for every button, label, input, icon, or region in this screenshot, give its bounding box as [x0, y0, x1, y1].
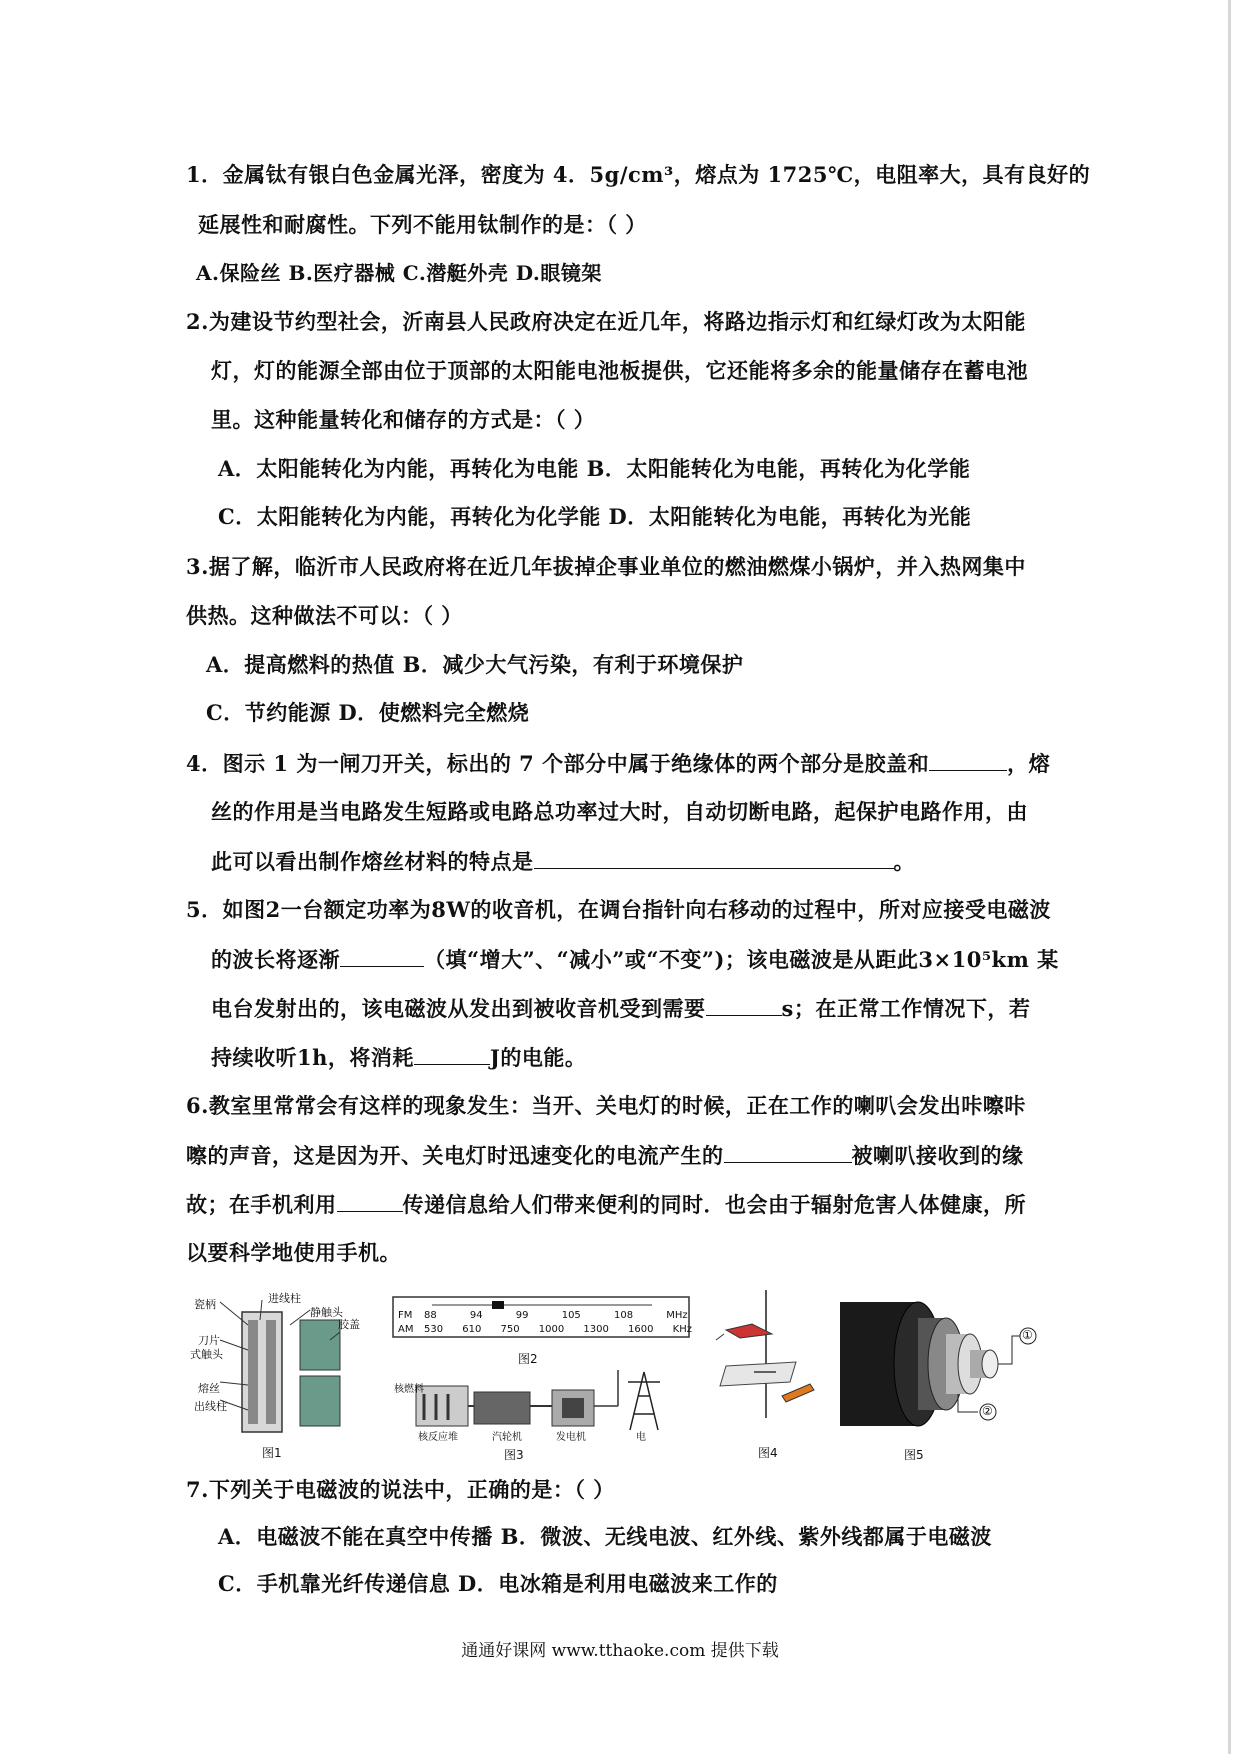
q1-line-2: 延展性和耐腐性。下列不能用钛制作的是：（ ）: [198, 212, 647, 237]
fig3-label-turbine: 汽轮机: [492, 1432, 522, 1443]
q5-blank-2[interactable]: [706, 993, 782, 1016]
q2-options-cd: C．太阳能转化为内能，再转化为化学能 D．太阳能转化为电能，再转化为光能: [218, 504, 972, 529]
q6-line-1: 6.教室里常常会有这样的现象发生：当开、关电灯的时候，正在工作的喇叭会发出咔嚓咔: [186, 1093, 1026, 1118]
fig3-label-generator: 发电机: [556, 1432, 586, 1443]
q7-options-cd: C．手机靠光纤传递信息 D．电冰箱是利用电磁波来工作的: [218, 1571, 778, 1596]
q4-blank-2[interactable]: [534, 846, 894, 869]
fig2-fm-label: FM: [398, 1310, 413, 1321]
fig2-am-label: AM: [398, 1324, 414, 1335]
q7-options-ab: A．电磁波不能在真空中传播 B．微波、无线电波、红外线、紫外线都属于电磁波: [218, 1524, 992, 1549]
fig5-caption: 图5: [904, 1448, 924, 1462]
q6-line-2: 嚓的声音，这是因为开、关电灯时迅速变化的电流产生的 被喇叭接收到的缘: [186, 1140, 1024, 1171]
q7-line-1: 7.下列关于电磁波的说法中，正确的是：（ ）: [186, 1477, 615, 1502]
fig2-fm-ticks: 88 94 99 105 108 MHz: [424, 1310, 688, 1321]
footer-download-note: 通通好课网 www.tthaoke.com 提供下载: [461, 1641, 779, 1661]
fig2-am-ticks: 530 610 750 1000 1300 1600 KHz: [424, 1324, 693, 1335]
fig1-label-inlet: 进线柱: [268, 1292, 301, 1305]
fig2-caption: 图2: [518, 1352, 538, 1366]
fig3-label-reactor: 核反应堆: [418, 1432, 458, 1443]
fig1-label-static-contact: 静触头: [310, 1306, 343, 1319]
fig3-caption: 图3: [504, 1448, 524, 1462]
fig1-label-blade: 刀片: [198, 1334, 220, 1347]
scan-edge: [1228, 0, 1231, 1754]
q1-options: A.保险丝 B.医疗器械 C.潜艇外壳 D.眼镜架: [196, 261, 602, 285]
q3-line-1: 3.据了解，临沂市人民政府将在近几年拔掉企事业单位的燃油燃煤小锅炉，并入热网集中: [186, 554, 1026, 579]
q1-line-1: 1．金属钛有银白色金属光泽，密度为 4．5g/cm³，熔点为 1725℃，电阻率大，具有良好的: [186, 162, 1091, 187]
q5-blank-1[interactable]: [340, 944, 424, 967]
figure-5-coaxial-cable: [838, 1300, 1038, 1430]
q5-line-4: 持续收听1h，将消耗 J的电能。: [211, 1042, 586, 1073]
fig1-label-cover: 胶盖: [338, 1318, 360, 1331]
fig3-label-fuel: 核燃料: [394, 1384, 424, 1395]
fig3-label-electricity: 电: [636, 1432, 646, 1443]
q2-line-2: 灯，灯的能源全部由位于顶部的太阳能电池板提供，它还能将多余的能量储存在蓄电池: [211, 358, 1028, 383]
q6-line-4: 以要科学地使用手机。: [186, 1240, 401, 1265]
q6-blank-1[interactable]: [724, 1140, 852, 1163]
q6-line-3: 故；在手机利用 传递信息给人们带来便利的同时．也会由于辐射危害人体健康，所: [186, 1189, 1026, 1220]
q2-line-1: 2.为建设节约型社会，沂南县人民政府决定在近几年，将路边指示灯和红绿灯改为太阳能: [186, 309, 1026, 334]
fig5-label-1: ①: [1022, 1328, 1033, 1342]
fig1-label-blade-contact: 式触头: [190, 1348, 223, 1361]
q4-line-3: 此可以看出制作熔丝材料的特点是 。: [211, 846, 915, 877]
q4-blank-1[interactable]: [929, 748, 1007, 771]
fig1-caption: 图1: [262, 1446, 282, 1460]
q4-line-1: 4．图示 1 为一闸刀开关，标出的 7 个部分中属于绝缘体的两个部分是胶盖和 ，熔: [186, 748, 1050, 779]
q5-blank-3[interactable]: [414, 1042, 490, 1065]
q5-line-1: 5．如图2一台额定功率为8W的收音机，在调台指针向右移动的过程中，所对应接受电磁波: [186, 897, 1051, 922]
fig4-caption: 图4: [758, 1446, 778, 1460]
q3-line-2: 供热。这种做法不可以：（ ）: [186, 603, 463, 628]
q6-blank-2[interactable]: [337, 1189, 403, 1212]
q3-options-cd: C．节约能源 D．使燃料完全燃烧: [206, 700, 530, 725]
q5-line-2: 的波长将逐渐 （填“增大”、“减小”或“不变”)；该电磁波是从距此3×10⁵km 某: [211, 944, 1059, 975]
fig1-label-outlet: 出线柱: [194, 1400, 227, 1413]
figure-4-apparatus: [706, 1288, 830, 1438]
fig1-label-handle: 瓷柄: [194, 1298, 216, 1311]
q5-line-3: 电台发射出的，该电磁波从发出到被收音机受到需要 s；在正常工作情况下，若: [211, 993, 1030, 1024]
q2-options-ab: A．太阳能转化为内能，再转化为电能 B．太阳能转化为电能，再转化为化学能: [218, 456, 971, 481]
q4-line-2: 丝的作用是当电路发生短路或电路总功率过大时，自动切断电路，起保护电路作用，由: [211, 799, 1028, 824]
fig5-label-2: ②: [982, 1404, 993, 1418]
fig1-label-fuse: 熔丝: [198, 1382, 220, 1395]
q3-options-ab: A．提高燃料的热值 B．减少大气污染，有利于环境保护: [206, 652, 744, 677]
q2-line-3: 里。这种能量转化和储存的方式是：（ ）: [211, 407, 596, 432]
